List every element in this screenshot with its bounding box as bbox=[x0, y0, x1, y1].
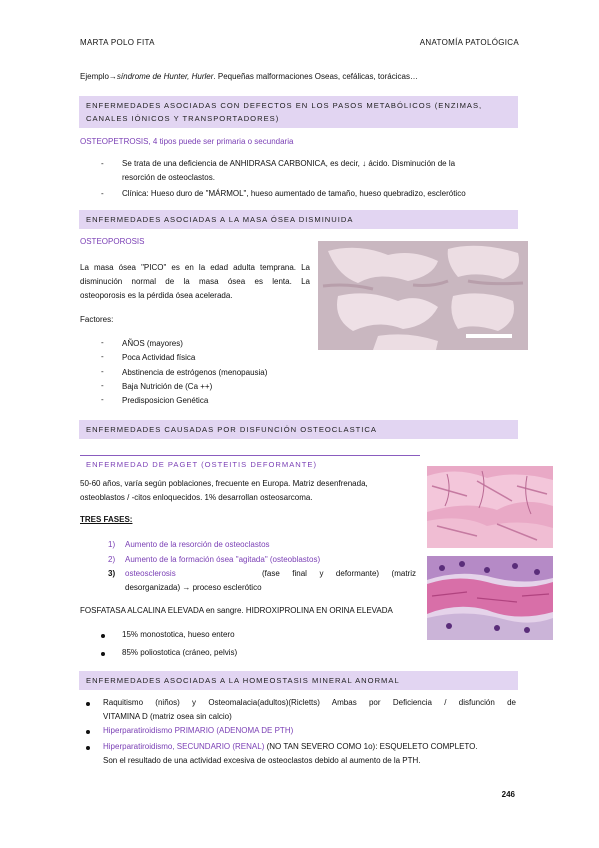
para-line: disminución normal de la masa ósea es lenta. La bbox=[80, 277, 310, 286]
paget-bullet-2: 85% poliostotica (cráneo, pelvis) bbox=[122, 648, 238, 657]
phase-3-line2: desorganizada) → proceso esclerótico bbox=[125, 583, 262, 592]
section-title: ENFERMEDADES ASOCIADAS A LA HOMEOSTASIS MINERAL ANORMAL bbox=[86, 676, 400, 685]
fosfatasa-line: FOSFATASA ALCALINA ELEVADA en sangre. HIDROXIPROLINA EN ORINA ELEVADA bbox=[80, 606, 393, 615]
bullet-icon bbox=[86, 730, 90, 734]
phase-2: Aumento de la formación ósea "agitada" (osteoblastos) bbox=[125, 555, 321, 564]
para-line: osteoporosis es la pérdida ósea acelerada. bbox=[80, 291, 233, 300]
section-title: ENFERMEDADES ASOCIADAS A LA MASA ÓSEA DISMINUIDA bbox=[86, 215, 354, 224]
paget-micrograph-top bbox=[427, 466, 553, 548]
phase-3-num: 3) bbox=[108, 569, 116, 578]
mineral-bullet-3-purple: Hiperparatiroidismo, SECUNDARIO (RENAL) bbox=[103, 742, 265, 751]
osteopetrosis-item-1-line2: resorción de osteoclastos. bbox=[122, 173, 215, 182]
phases-label: TRES FASES: bbox=[80, 515, 133, 524]
osteopetrosis-item-2: Clínica: Hueso duro de "MÁRMOL", hueso aumentado de tamaño, hueso quebradizo, esclerótico bbox=[122, 189, 466, 198]
factor-item: Baja Nutrición de (Ca ++) bbox=[122, 381, 213, 391]
intro-rest: . Pequeñas malformaciones Oseas, cefálicas, torácicas… bbox=[213, 72, 418, 81]
osteoporosis-micrograph bbox=[318, 241, 528, 350]
phase-3-a: osteosclerosis bbox=[125, 569, 176, 578]
dash: - bbox=[101, 380, 104, 390]
mineral-bullet-2: Hiperparatiroidismo PRIMARIO (ADENOMA DE PTH) bbox=[103, 726, 294, 735]
paget-para-line2: osteoblastos / -citos enloquecidos. 1% desarrollan osteosarcoma. bbox=[80, 493, 313, 502]
paget-subtitle-underline bbox=[80, 455, 420, 456]
factor-item: AÑOS (mayores) bbox=[122, 339, 183, 348]
phase-1-num: 1) bbox=[108, 540, 116, 549]
paget-para-line1: 50-60 años, varía según poblaciones, frecuente en Europa. Matriz desenfrenada, bbox=[80, 479, 368, 488]
section-band-osteoporosis bbox=[79, 210, 518, 229]
bullet-icon bbox=[101, 652, 105, 656]
mineral-bullet-1-line2: VITAMINA D (matriz osea sin calcio) bbox=[103, 712, 232, 721]
section-band-metabolic bbox=[79, 96, 518, 128]
factor-item: Abstinencia de estrógenos (menopausia) bbox=[122, 367, 268, 377]
phase-3-b: (fase final y deformante) (matriz bbox=[262, 569, 416, 578]
factor-item: Poca Actividad física bbox=[122, 353, 196, 363]
mineral-bullet-3-black: (NO TAN SEVERO COMO 1o): ESQUELETO COMPLETO. bbox=[264, 742, 478, 751]
dash: - bbox=[101, 395, 104, 405]
bullet-icon bbox=[86, 702, 90, 706]
bullet-icon bbox=[101, 634, 105, 638]
osteopetrosis-item-1-line1: Se trata de una deficiencia de ANHIDRASA CARBONICA, es decir, ↓ ácido. Disminución de la bbox=[122, 159, 456, 168]
header-author: MARTA POLO FITA bbox=[80, 38, 155, 47]
factor-item: Predisposicion Genética bbox=[122, 396, 209, 406]
osteopetrosis-subtitle: OSTEOPETROSIS, 4 tipos puede ser primaria o secundaria bbox=[80, 137, 294, 146]
section-title-line2: CANALES IÓNICOS Y TRANSPORTADORES) bbox=[86, 114, 280, 123]
bullet-icon bbox=[86, 746, 90, 750]
dash: - bbox=[101, 352, 104, 362]
arrow-icon: → bbox=[108, 72, 117, 81]
header-subject: ANATOMÍA PATOLÓGICA bbox=[419, 38, 519, 47]
phase-1: Aumento de la resorción de osteoclastos bbox=[125, 540, 270, 549]
section-title: ENFERMEDADES CAUSADAS POR DISFUNCIÓN OSTEOCLASTICA bbox=[86, 425, 377, 434]
dash: - bbox=[101, 338, 104, 347]
page-number: 246 bbox=[501, 790, 515, 799]
intro-lead: Ejemplo bbox=[80, 72, 109, 81]
dash: - bbox=[101, 159, 104, 168]
phase-2-num: 2) bbox=[108, 555, 116, 564]
dash: - bbox=[101, 366, 104, 376]
section-band-mineral bbox=[79, 671, 518, 690]
osteoporosis-subtitle: OSTEOPOROSIS bbox=[80, 237, 145, 246]
intro-line bbox=[80, 70, 418, 84]
para-line: La masa ósea "PICO" es en la edad adulta temprana. La bbox=[80, 263, 310, 272]
paget-micrograph-bottom bbox=[427, 556, 553, 640]
factors-label: Factores: bbox=[80, 315, 114, 324]
section-band-osteoclastic bbox=[79, 420, 518, 439]
paget-bullet-1: 15% monostotica, hueso entero bbox=[122, 630, 235, 639]
mineral-bullet-1-line1: Raquitismo (niños) y Osteomalacia(adultos)(Ricletts) Ambas por Deficiencia / disfunción de bbox=[103, 698, 516, 707]
intro-italic: síndrome de Hunter, Hurler bbox=[116, 72, 214, 81]
section-title-line1: ENFERMEDADES ASOCIADAS CON DEFECTOS EN LOS PASOS METABÓLICOS (ENZIMAS, bbox=[86, 101, 483, 110]
osteoporosis-paragraph bbox=[80, 261, 310, 303]
mineral-bullet-3 bbox=[103, 740, 478, 754]
mineral-bullet-3-line2: Son el resultado de una actividad excesiva de osteoclastos debido al aumento de la PTH. bbox=[103, 756, 421, 765]
dash: - bbox=[101, 189, 104, 198]
paget-subtitle: ENFERMEDAD DE PAGET (OSTEITIS DEFORMANTE) bbox=[86, 460, 317, 469]
